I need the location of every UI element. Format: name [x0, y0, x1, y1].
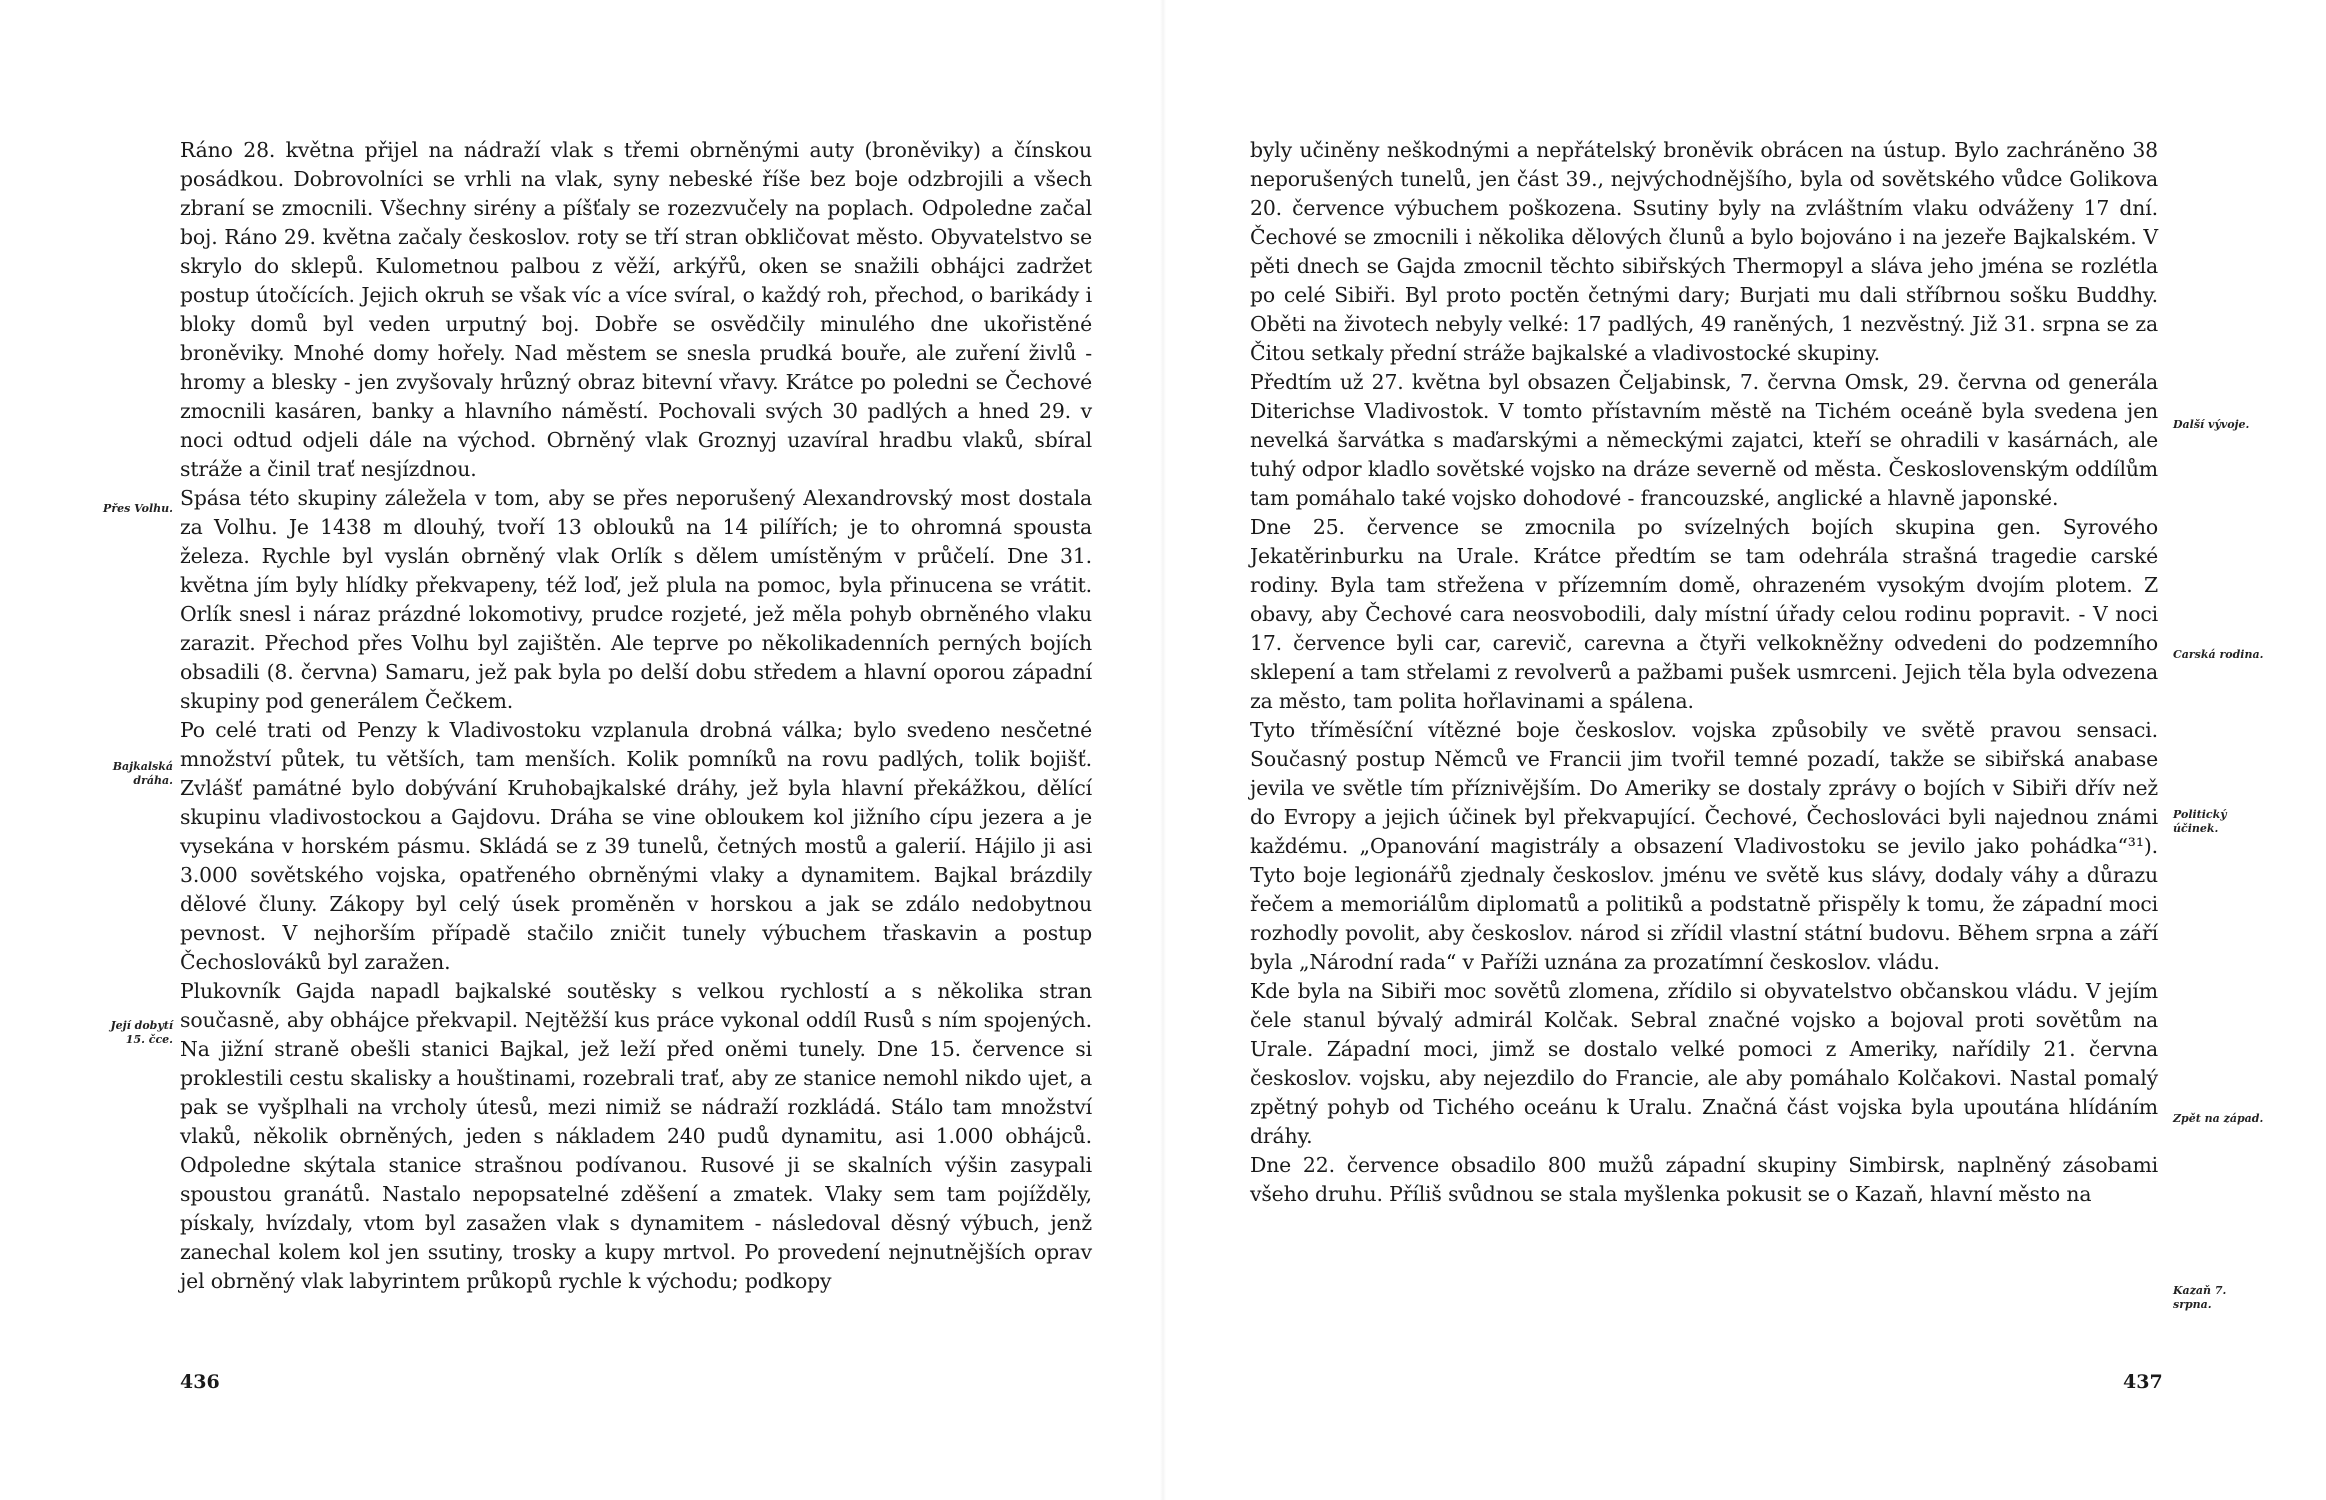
margin-note-zpet-na-zapad: Zpět na západ.	[2173, 1112, 2264, 1125]
paragraph: Kde byla na Sibiři moc sovětů zlomena, zřídilo si obyvatelstvo občanskou vládu. V jejím čele stanul bývalý admirál Kolčak. Sebral značné vojsko a bojoval proti sovětům na Urale. Západní moci, jimž se dostalo velké pomoci z Ameriky, nařídily 21. června českoslov. vojsku, aby nejezdilo do Francie, ale aby pomáhalo Kolčakovi. Nastal pomalý zpětný pohyb od Tichého oceánu k Uralu. Značná část vojska byla upoutána hlídáním dráhy.	[1250, 979, 2158, 1148]
paragraph: Plukovník Gajda napadl bajkalské soutěsky s velkou rychlostí a s několika stran současně, aby obhájce překvapil. Nejtěžší kus práce vykonal oddíl Rusů s ním spojených. Na jižní straně obešli stanici Bajkal, jež leží před oněmi tunely. Dne 15. července si proklestili cestu skalisky a houštinami, rozebrali trať, aby ze stanice nemohl nikdo ujet, a pak se vyšplhali na vrcholy útesů, mezi nimiž se nádraží rozkládá. Stálo tam množství vlaků, několik obrněných, jeden s nákladem 240 pudů dynamitu, asi 1.000 obhájců. Odpoledne skýtala stanice strašnou podívanou. Rusové ji se skalních výšin zasypali spoustou granátů. Nastalo nepopsatelné zděšení a zmatek. Vlaky sem tam pojížděly, pískaly, hvízdaly, vtom byl zasažen vlak s dynamitem - následoval děsný výbuch, jenž zanechal kolem kol jen ssutiny, trosky a kupy mrtvol. Po provedení nejnutnějších oprav jel obrněný vlak labyrintem průkopů rychle k východu; podkopy	[180, 979, 1092, 1293]
paragraph: Dne 22. července obsadilo 800 mužů západní skupiny Simbirsk, naplněný zásobami všeho druhu. Příliš svůdnou se stala myšlenka pokusit se o Kazaň, hlavní město na	[1250, 1153, 2158, 1206]
page-number: 436	[180, 1371, 220, 1393]
paragraph: Spása této skupiny záležela v tom, aby se přes neporušený Alexandrovský most dostala za Volhu. Je 1438 m dlouhý, tvoří 13 oblouků na 14 pilířích; je to ohromná spousta železa. Rychle byl vyslán obrněný vlak Orlík s dělem umístěným v průčelí. Dne 31. května jím byly hlídky překvapeny, též loď, jež plula na pomoc, byla přinucena se vrátit. Orlík snesl i náraz prázdné lokomotivy, prudce rozjeté, jež měla pohyb obrněného vlaku zarazit. Přechod přes Volhu byl zajištěn. Ale teprve po několikadenních perných bojích obsadili (8. června) Samaru, jež pak byla po delší dobu středem a hlavní oporou západní skupiny pod generálem Čečkem.	[180, 486, 1092, 713]
right-page	[1163, 0, 2326, 1500]
paragraph: Tyto tříměsíční vítězné boje českoslov. vojska způsobily ve světě pravou sensaci. Současný postup Němců ve Francii jim tvořil temné pozadí, takže se sibiřská anabase jevila ve světle tím příznivějším. Do Ameriky se dostaly zprávy o bojích v Sibiři dřív než do Evropy a jejich účinek byl překvapující. Čechové, Čechoslováci byli najednou známi každému. „Opanování magistrály a obsazení Vladivostoku se jevilo jako pohádka“³¹). Tyto boje legionářů zjednaly českoslov. jménu ve světě kus slávy, dodaly váhy a důrazu řečem a memoriálům diplomatů a politiků a podstatně přispěly k tomu, že západní moci rozhodly povolit, aby českoslov. národ si zřídil vlastní státní budovu. Během srpna a září byla „Národní rada“ v Paříži uznána za prozatímní českoslov. vládu.	[1250, 718, 2158, 974]
paragraph: byly učiněny neškodnými a nepřátelský broněvik obrácen na ústup. Bylo zachráněno 38 neporušených tunelů, jen část 39., nejvýchodnějšího, byla od sovětského vůdce Golikova 20. července výbuchem poškozena. Ssutiny byly na zvláštním vlaku odváženy 17 dní. Čechové se zmocnili i několika dělových člunů a bylo bojováno i na jezeře Bajkalském. V pěti dnech se Gajda zmocnil těchto sibiřských Thermopyl a sláva jeho jména se rozlétla po celé Sibiři. Byl proto poctěn četnými dary; Burjati mu dali stříbrnou sošku Buddhy. Oběti na životech nebyly velké: 17 padlých, 49 raněných, 1 nezvěstný. Již 31. srpna se za Čitou setkaly přední stráže bajkalské a vladivostocké skupiny.	[1250, 138, 2158, 365]
page-number: 437	[2123, 1371, 2163, 1393]
paragraph: Dne 25. července se zmocnila po svízelných bojích skupina gen. Syrového Jekatěrinburku na Urale. Krátce předtím se tam odehrála strašná tragedie carské rodiny. Byla tam střežena v přízemním domě, ohrazeném vysokým dvojím plotem. Z obavy, aby Čechové cara neosvobodili, daly místní úřady celou rodinu popravit. - V noci 17. července byli car, carevič, carevna a čtyři velkokněžny odvedeni do podzemního sklepení a tam střelami z revolverů a pažbami pušek usmrceni. Jejich těla byla odvezena za město, tam polita hořlavinami a spálena.	[1250, 515, 2158, 713]
paragraph: Ráno 28. května přijel na nádraží vlak s třemi obrněnými auty (broněviky) a čínskou posádkou. Dobrovolníci se vrhli na vlak, syny nebeské říše bez boje odzbrojili a všech zbraní se zmocnili. Všechny sirény a píšťaly se rozezvučely na poplach. Odpoledne začal boj. Ráno 29. května začaly českoslov. roty se tří stran obkličovat město. Obyvatelstvo se skrylo do sklepů. Kulometnou palbou z věží, arkýřů, oken se snažili obhájci zadržet postup útočících. Jejich okruh se však víc a více svíral, o každý roh, přechod, o barikády i bloky domů byl veden urputný boj. Dobře se osvědčily minulého dne ukořistěné broněviky. Mnohé domy hořely. Nad městem se snesla prudká bouře, ale zuření živlů - hromy a blesky - jen zvyšovaly hrůzný obraz bitevní vřavy. Krátce po poledni se Čechové zmocnili kasáren, banky a hlavního náměstí. Pochovali svých 30 padlých a hned 29. v noci odtud odjeli dále na východ. Obrněný vlak Groznyj uzavíral hradbu vlaků, sbíral stráže a činil trať nesjízdnou.	[180, 138, 1092, 481]
margin-note-pres-volhu: Přes Volhu.	[103, 502, 173, 515]
margin-note-carska-rodina: Carská rodina.	[2173, 648, 2264, 661]
left-page-text	[180, 136, 1092, 1296]
paragraph: Předtím už 27. května byl obsazen Čeljabinsk, 7. června Omsk, 29. června od generála Diterichse Vladivostok. V tomto přístavním městě na Tichém oceáně byla svedena jen nevelká šarvátka s maďarskými a německými zajatci, kteří se ohradili v kasárnách, ale tuhý odpor kladlo sovětské vojsko na dráze severně od města. Československým oddílům tam pomáhalo také vojsko dohodové - francouzské, anglické a hlavně japonské.	[1250, 370, 2158, 510]
margin-note-politicky-ucinek: Politický účinek.	[2173, 808, 2227, 835]
margin-note-jeji-dobyti: Její dobytí 15. čce.	[110, 1019, 173, 1046]
paragraph: Po celé trati od Penzy k Vladivostoku vzplanula drobná válka; bylo svedeno nesčetné množství půtek, tu větších, tam menších. Kolik pomníků na rovu padlých, tolik bojišť. Zvlášť památné bylo dobývání Kruhobajkalské dráhy, jež byla hlavní překážkou, dělící skupinu vladivostockou a Gajdovu. Dráha se vine obloukem kol jižního cípu jezera a je vysekána v horském pásmu. Skládá se z 39 tunelů, četných mostů a galerií. Hájilo ji asi 3.000 sovětského vojska, opatřeného obrněnými vlaky a dynamitem. Bajkal brázdily dělové čluny. Zákopy byl celý úsek proměněn v horskou a jak se zdálo nedobytnou pevnost. V nejhorším případě stačilo zničit tunely výbuchem třaskavin a postup Čechoslováků byl zaražen.	[180, 718, 1092, 974]
margin-note-bajkalska-draha: Bajkalská dráha.	[112, 760, 173, 787]
margin-note-dalsi-vyvoje: Další vývoje.	[2173, 418, 2250, 431]
right-page-text	[1250, 136, 2158, 1209]
margin-note-kazan: Kazaň 7. srpna.	[2173, 1284, 2227, 1311]
